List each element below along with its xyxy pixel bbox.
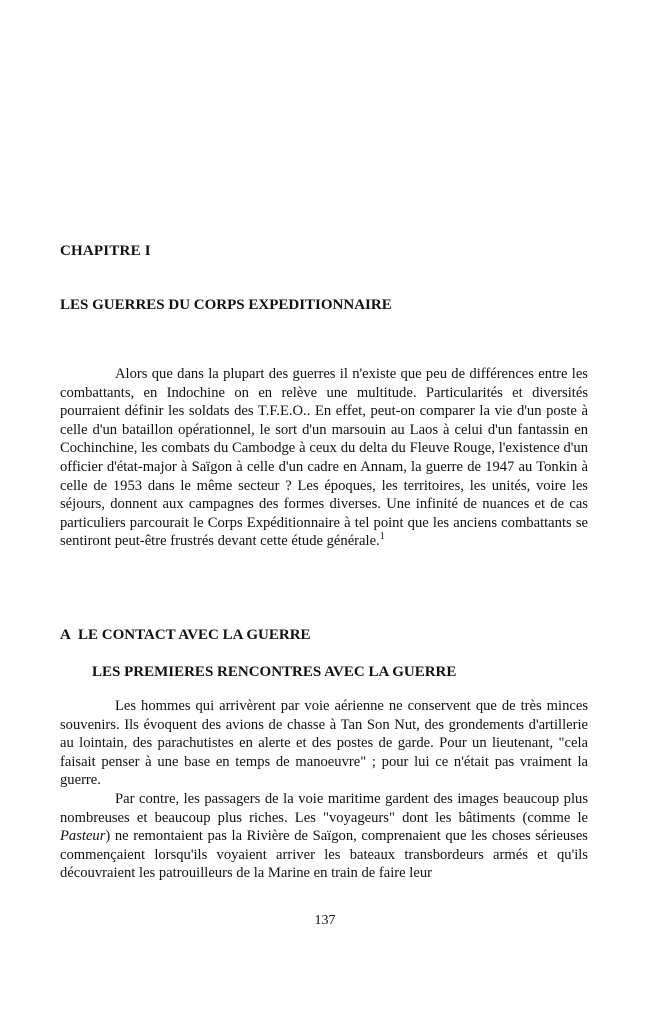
section-heading <box>60 627 311 644</box>
footnote-reference[interactable]: 1 <box>379 531 385 543</box>
chapter-subtitle: LES GUERRES DU CORPS EXPEDITIONNAIRE <box>60 297 392 313</box>
paragraph-2-text-start: Par contre, les passagers de la voie maritime gardent des images beaucoup plus nombreuses et beaucoup plus riches. Les "voyageurs" dont les bâtiments (comme le <box>60 790 588 826</box>
chapter-title: CHAPITRE I <box>60 243 151 259</box>
section-letter: A <box>60 627 71 643</box>
ship-name: Pasteur <box>60 828 106 845</box>
paragraph-2-text-end: ) ne remontaient pas la Rivière de Saïgon, comprenaient que les choses sérieuses commençaient lorsqu'ils voyaient arriver les bateaux transbordeurs armés et qu'ils découvraient les patrouilleurs de la Marine en train de faire leur <box>60 828 588 882</box>
intro-paragraph <box>60 365 588 551</box>
body-text <box>60 697 588 883</box>
intro-text: Alors que dans la plupart des guerres il n'existe que peu de différences entre les combattants, en Indochine on en relève une multitude. Particularités et diversités pourraient définir les soldats des T.F.E.O.. En effet, peut-on comparer la vie d'un poste à celle d'un bataillon opérationnel, le sort d'un marsouin au Laos à celui d'un fantassin en Cochinchine, les combats du Cambodge à ceux du delta du Fleuve Rouge, l'existence d'un officier d'état-major à Saïgon à celle d'un cadre en Annam, la guerre de 1947 au Tonkin à celle de 1953 dans le même secteur ? Les époques, les territoires, les unités, voire les séjours, donnent aux campagnes des formes diverses. Une infinité de nuances et de cas particuliers parcourait le Corps Expéditionnaire à tel point que les anciens combattants se sentiront peut-être frustrés devant cette étude générale. <box>60 366 588 550</box>
body-paragraph-2 <box>60 790 588 883</box>
section-title: LE CONTACT AVEC LA GUERRE <box>78 627 311 643</box>
subsection-heading: LES PREMIERES RENCONTRES AVEC LA GUERRE <box>92 664 457 680</box>
page-number: 137 <box>314 913 336 928</box>
body-paragraph-1: Les hommes qui arrivèrent par voie aérienne ne conservent que de très minces souvenirs. Ils évoquent des avions de chasse à Tan Son Nut, des grondements d'artillerie au lointain, des parachutistes en alerte et des postes de garde. Pour un lieutenant, "cela faisait penser à une base en temps de manoeuvre" ; pour lui ce n'était pas vraiment la guerre. <box>60 698 588 789</box>
